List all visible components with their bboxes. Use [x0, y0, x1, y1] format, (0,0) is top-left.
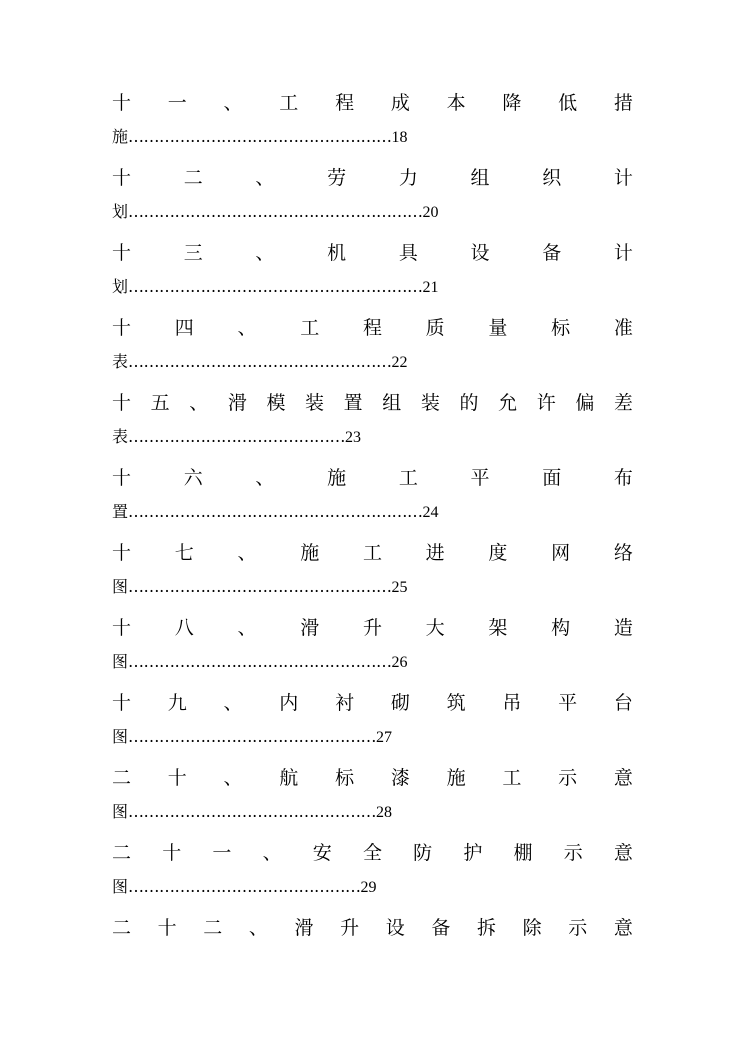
title-char: 差 [613, 392, 633, 414]
title-char: 装 [420, 392, 440, 414]
title-char: 十 [162, 842, 182, 864]
title-char: 意 [613, 842, 633, 864]
title-char: 平 [470, 467, 490, 489]
title-char: 工 [300, 317, 320, 339]
page-number: 25 [391, 579, 408, 596]
toc-entry[interactable] [112, 838, 633, 896]
title-char: 架 [488, 617, 508, 639]
title-char: 四 [174, 317, 194, 339]
title-char: 滑 [300, 617, 320, 639]
title-char: 、 [255, 467, 275, 489]
title-char: 示 [568, 917, 588, 939]
title-char: 低 [558, 92, 578, 114]
title-char: 备 [542, 242, 562, 264]
title-char: 面 [542, 467, 562, 489]
toc-entry[interactable] [112, 238, 633, 296]
toc-entry-title-tail: 施 [112, 127, 129, 146]
toc-entry-title-tail: 表 [112, 352, 129, 371]
title-char: 衬 [335, 692, 355, 714]
title-char: 全 [362, 842, 382, 864]
title-char: 棚 [513, 842, 533, 864]
dot-leader: …………………………………… [128, 427, 346, 446]
dot-leader: ………………………………………… [128, 802, 377, 821]
dot-leader: …………………………………………… [128, 352, 392, 371]
title-char: 安 [312, 842, 332, 864]
title-char: 工 [279, 92, 299, 114]
title-char: 程 [362, 317, 382, 339]
toc-entry-title-tail: 划 [112, 277, 129, 296]
toc-entry[interactable] [112, 463, 633, 521]
title-char: 本 [446, 92, 466, 114]
dot-leader: ………………………………………………… [128, 202, 423, 221]
toc-entry-title-tail: 表 [112, 427, 129, 446]
title-char: 模 [266, 392, 286, 414]
toc-entry-title [112, 538, 633, 568]
title-char: 滑 [294, 917, 314, 939]
title-char: 、 [223, 692, 243, 714]
title-char: 十 [112, 242, 132, 264]
title-char: 允 [498, 392, 518, 414]
title-char: 组 [382, 392, 402, 414]
toc-entry[interactable] [112, 88, 633, 146]
toc-entry-title-tail: 划 [112, 202, 129, 221]
title-char: 准 [613, 317, 633, 339]
title-char: 偏 [575, 392, 595, 414]
toc-entry[interactable] [112, 313, 633, 371]
title-char: 、 [255, 167, 275, 189]
title-char: 、 [262, 842, 282, 864]
title-char: 除 [522, 917, 542, 939]
title-char: 吊 [502, 692, 522, 714]
toc-entry-title-tail: 图 [112, 877, 129, 896]
title-char: 度 [488, 542, 508, 564]
title-char: 台 [613, 692, 633, 714]
page-number: 26 [391, 654, 408, 671]
toc-leader-line [112, 125, 408, 149]
dot-leader: …………………………………………… [128, 127, 392, 146]
title-char: 施 [300, 542, 320, 564]
toc-entry[interactable] [112, 913, 633, 943]
toc-leader-line [112, 800, 392, 824]
title-char: 防 [413, 842, 433, 864]
toc-entry-title-tail: 图 [112, 652, 129, 671]
title-char: 组 [470, 167, 490, 189]
toc-leader-line [112, 650, 408, 674]
title-char: 成 [390, 92, 410, 114]
title-char: 降 [502, 92, 522, 114]
toc-entry[interactable] [112, 613, 633, 671]
title-char: 三 [183, 242, 203, 264]
toc-entry-title [112, 838, 633, 868]
title-char: 砌 [390, 692, 410, 714]
title-char: 平 [558, 692, 578, 714]
title-char: 标 [335, 767, 355, 789]
dot-leader: …………………………………………… [128, 652, 392, 671]
dot-leader: ……………………………………… [128, 877, 361, 896]
title-char: 十 [167, 767, 187, 789]
title-char: 六 [183, 467, 203, 489]
title-char: 备 [431, 917, 451, 939]
title-char: 大 [425, 617, 445, 639]
title-char: 量 [488, 317, 508, 339]
title-char: 许 [536, 392, 556, 414]
toc-entry-title-tail: 置 [112, 502, 129, 521]
dot-leader: ………………………………………………… [128, 502, 423, 521]
title-char: 机 [327, 242, 347, 264]
title-char: 十 [157, 917, 177, 939]
title-char: 质 [425, 317, 445, 339]
title-char: 意 [613, 917, 633, 939]
title-char: 九 [167, 692, 187, 714]
title-char: 劳 [327, 167, 347, 189]
toc-entry-title [112, 238, 633, 268]
title-char: 筑 [446, 692, 466, 714]
toc-entry[interactable] [112, 763, 633, 821]
title-char: 织 [542, 167, 562, 189]
title-char: 、 [189, 392, 209, 414]
title-char: 工 [398, 467, 418, 489]
title-char: 一 [167, 92, 187, 114]
title-char: 十 [112, 692, 132, 714]
title-char: 施 [327, 467, 347, 489]
page-number: 20 [422, 204, 439, 221]
title-char: 拆 [477, 917, 497, 939]
toc-leader-line [112, 425, 361, 449]
page-number: 24 [422, 504, 439, 521]
toc-entry[interactable] [112, 538, 633, 596]
title-char: 措 [613, 92, 633, 114]
page-number: 18 [391, 129, 408, 146]
toc-entry-title-tail: 图 [112, 727, 129, 746]
toc-leader-line [112, 875, 377, 899]
title-char: 计 [613, 242, 633, 264]
title-char: 示 [558, 767, 578, 789]
title-char: 造 [613, 617, 633, 639]
title-char: 十 [112, 92, 132, 114]
title-char: 、 [255, 242, 275, 264]
toc-entry-title [112, 613, 633, 643]
toc-entry[interactable] [112, 388, 633, 446]
title-char: 施 [446, 767, 466, 789]
toc-entry-title [112, 88, 633, 118]
title-char: 升 [340, 917, 360, 939]
title-char: 二 [112, 917, 132, 939]
title-char: 、 [237, 317, 257, 339]
title-char: 具 [398, 242, 418, 264]
title-char: 进 [425, 542, 445, 564]
toc-leader-line [112, 575, 408, 599]
title-char: 十 [112, 317, 132, 339]
toc-entry-title [112, 688, 633, 718]
dot-leader: ………………………………………… [128, 727, 377, 746]
title-char: 十 [112, 167, 132, 189]
title-char: 升 [362, 617, 382, 639]
title-char: 漆 [390, 767, 410, 789]
toc-entry[interactable] [112, 688, 633, 746]
title-char: 的 [459, 392, 479, 414]
page-number: 29 [360, 879, 377, 896]
title-char: 二 [112, 842, 132, 864]
toc-entry-title [112, 388, 633, 418]
title-char: 工 [502, 767, 522, 789]
page-number: 21 [422, 279, 439, 296]
title-char: 十 [112, 392, 132, 414]
page-number: 22 [391, 354, 408, 371]
title-char: 构 [551, 617, 571, 639]
title-char: 程 [335, 92, 355, 114]
title-char: 、 [237, 617, 257, 639]
page-number: 23 [345, 429, 362, 446]
toc-entry-title [112, 763, 633, 793]
toc-leader-line [112, 275, 439, 299]
title-char: 十 [112, 542, 132, 564]
title-char: 滑 [227, 392, 247, 414]
title-char: 计 [613, 167, 633, 189]
dot-leader: …………………………………………… [128, 577, 392, 596]
page-number: 28 [376, 804, 393, 821]
title-char: 、 [223, 767, 243, 789]
title-char: 意 [613, 767, 633, 789]
title-char: 网 [551, 542, 571, 564]
toc-leader-line [112, 725, 392, 749]
title-char: 装 [305, 392, 325, 414]
title-char: 七 [174, 542, 194, 564]
title-char: 络 [613, 542, 633, 564]
dot-leader: ………………………………………………… [128, 277, 423, 296]
toc-entry-title-tail: 图 [112, 577, 129, 596]
page-number: 27 [376, 729, 393, 746]
toc-entry-title [112, 913, 633, 943]
title-char: 二 [183, 167, 203, 189]
title-char: 八 [174, 617, 194, 639]
title-char: 标 [551, 317, 571, 339]
toc-entry-title [112, 463, 633, 493]
toc-leader-line [112, 350, 408, 374]
title-char: 十 [112, 467, 132, 489]
title-char: 设 [385, 917, 405, 939]
toc-entry[interactable] [112, 163, 633, 221]
title-char: 置 [343, 392, 363, 414]
title-char: 十 [112, 617, 132, 639]
title-char: 、 [248, 917, 268, 939]
toc-leader-line [112, 200, 439, 224]
title-char: 示 [563, 842, 583, 864]
title-char: 护 [463, 842, 483, 864]
title-char: 、 [237, 542, 257, 564]
title-char: 布 [613, 467, 633, 489]
title-char: 设 [470, 242, 490, 264]
title-char: 二 [112, 767, 132, 789]
title-char: 一 [212, 842, 232, 864]
title-char: 、 [223, 92, 243, 114]
title-char: 工 [362, 542, 382, 564]
toc-entry-title [112, 313, 633, 343]
toc-leader-line [112, 500, 439, 524]
title-char: 五 [150, 392, 170, 414]
toc-entry-title-tail: 图 [112, 802, 129, 821]
toc-entry-title [112, 163, 633, 193]
title-char: 力 [398, 167, 418, 189]
title-char: 航 [279, 767, 299, 789]
title-char: 内 [279, 692, 299, 714]
title-char: 二 [203, 917, 223, 939]
